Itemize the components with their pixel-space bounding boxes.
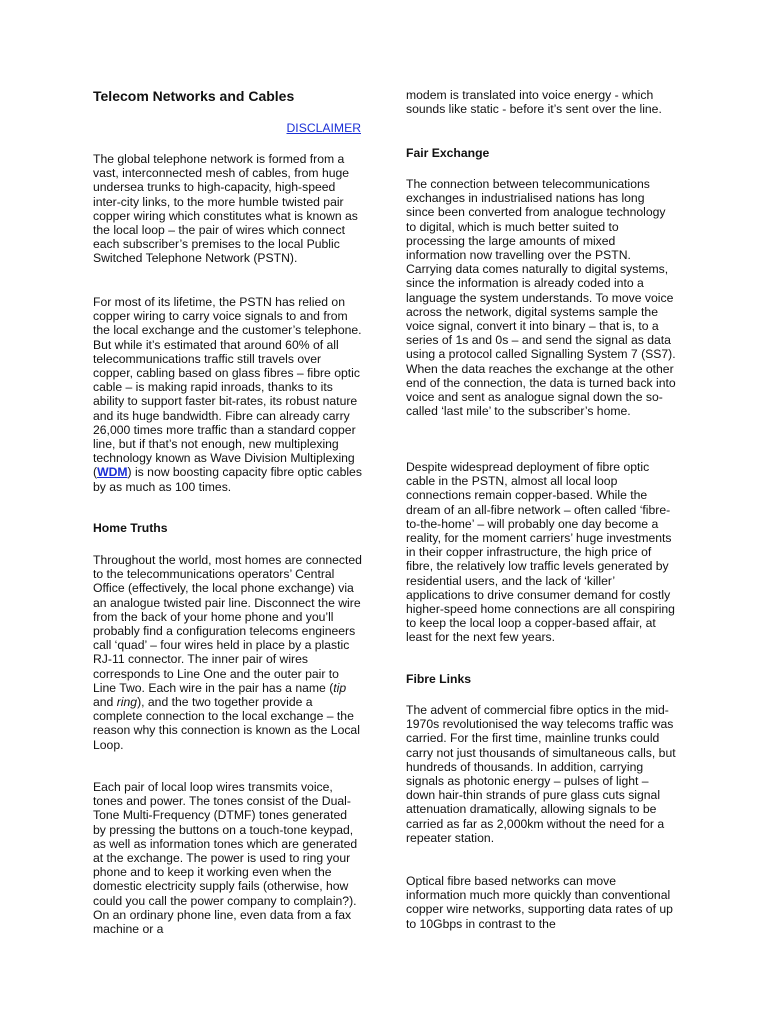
fair-exchange-paragraph: The connection between telecommunications exchanges in industrialised nations has long since been converted from analogue technology to digital, which is much better suited to processing the large amounts of mixed information now travelling over the PSTN. Carrying data comes naturally to digital systems, since the information is already coded into a language the system understands. To move voice across the network, digital systems sample the voice signal, convert it into binary – that is, to a series of 1s and 0s – and send the signal as data using a protocol called Signalling System 7 (SS7). When the data reaches the exchange at the other end of the connection, the data is turned back into voice and sent as analogue signal down the so-called ‘last mile’ to the subscriber’s home. <box>406 177 676 419</box>
home-truths-text-b: Each wire in the pair has a name ( <box>148 680 334 695</box>
local-loop-paragraph: Each pair of local loop wires transmits voice, tones and power. The tones consist of the Dual-Tone Multi-Frequency (DTMF) tones generated by pressing the buttons on a touch-tone keypad, as well as information tones which are generated at the exchange. The power is used to ring your phone and to keep it working even when the domestic electricity supply fails (otherwise, how could you call the power company to complain?). On an ordinary phone line, even data from a fax machine or a <box>93 780 358 937</box>
optical-fibre-paragraph: Optical fibre based networks can move information much more quickly than conventional copper wire networks, supporting data rates of up to 10Gbps in contrast to the <box>406 874 673 931</box>
home-truths-text-a: Throughout the world, most homes are connected to the telecommunications operators’ Central Office (effectively, the local phone exchange) via an analogue twisted pair line. Disconnect the wire from the back of your home phone and you’ll probably find a configuration telecoms engineers call ‘quad’ – four wires held in place by a plastic RJ-11 connector. The inner pair of wires corresponds to Line One and the outer pair to Line Two. <box>93 553 362 695</box>
disclaimer-link[interactable]: DISCLAIMER <box>286 121 361 135</box>
and-text: and <box>93 695 117 710</box>
tip-term: tip <box>333 680 347 695</box>
intro-paragraph: The global telephone network is formed from a vast, interconnected mesh of cables, from huge undersea trunks to high-capacity, high-speed inter-city links, to the more humble twisted pair copper wiring which constitutes what is known as the local loop – the pair of wires which connect each subscriber’s premises to the local Public Switched Telephone Network (PSTN). <box>93 152 358 266</box>
heading-home-truths: Home Truths <box>93 521 168 535</box>
fibre-links-paragraph: The advent of commercial fibre optics in the mid-1970s revolutionised the way telecoms traffic was carried. For the first time, mainline trunks could carry not just thousands of simultaneous calls, but hundreds of thousands. In addition, carrying signals as photonic energy – pulses of light – down hair-thin strands of pure glass cuts signal attenuation dramatically, allowing signals to be carried as far as 2,000km without the need for a repeater station. <box>406 703 676 845</box>
pstn-text-b: ) is now boosting capacity fibre optic cables by as much as 100 times. <box>93 465 362 494</box>
page-title: Telecom Networks and Cables <box>93 88 295 104</box>
home-truths-paragraph <box>93 553 363 752</box>
heading-fibre-links: Fibre Links <box>406 672 472 686</box>
pstn-text-a: For most of its lifetime, the PSTN has relied on copper wiring to carry voice signals to and from the local exchange and the customer’s telephone. But while it’s estimated that around 60% of all telecommunications traffic still travels over copper, cabling based on glass fibres – fibre optic cable – is making rapid inroads, thanks to its ability to support faster bit-rates, its robust nature and its huge bandwidth. Fibre can already carry 26,000 times more traffic than a standard copper line, but if that’s not enough, new multiplexing technology known as Wave Division Multiplexing ( <box>93 295 362 480</box>
fibre-deployment-paragraph: Despite widespread deployment of fibre optic cable in the PSTN, almost all local loop connections remain copper-based. While the dream of an all-fibre network – often called ‘fibre-to-the-home’ – will probably one day become a reality, for the moment carriers’ huge investments in their copper infrastructure, the high price of fibre, the relatively low traffic levels generated by residential users, and the lack of ‘killer’ applications to drive consumer demand for costly higher-speed home connections are all conspiring to keep the local loop a copper-based affair, at least for the next few years. <box>406 460 675 645</box>
modem-paragraph: modem is translated into voice energy - which sounds like static - before it’s sent over the line. <box>406 88 662 117</box>
wdm-link[interactable]: WDM <box>97 465 128 480</box>
heading-fair-exchange: Fair Exchange <box>406 146 490 160</box>
pstn-paragraph <box>93 295 363 494</box>
home-truths-text-c: ), and the two together provide a complete connection to the local exchange – the reason why this connection is known as the Local Loop. <box>93 695 360 752</box>
ring-term: ring <box>116 695 138 710</box>
